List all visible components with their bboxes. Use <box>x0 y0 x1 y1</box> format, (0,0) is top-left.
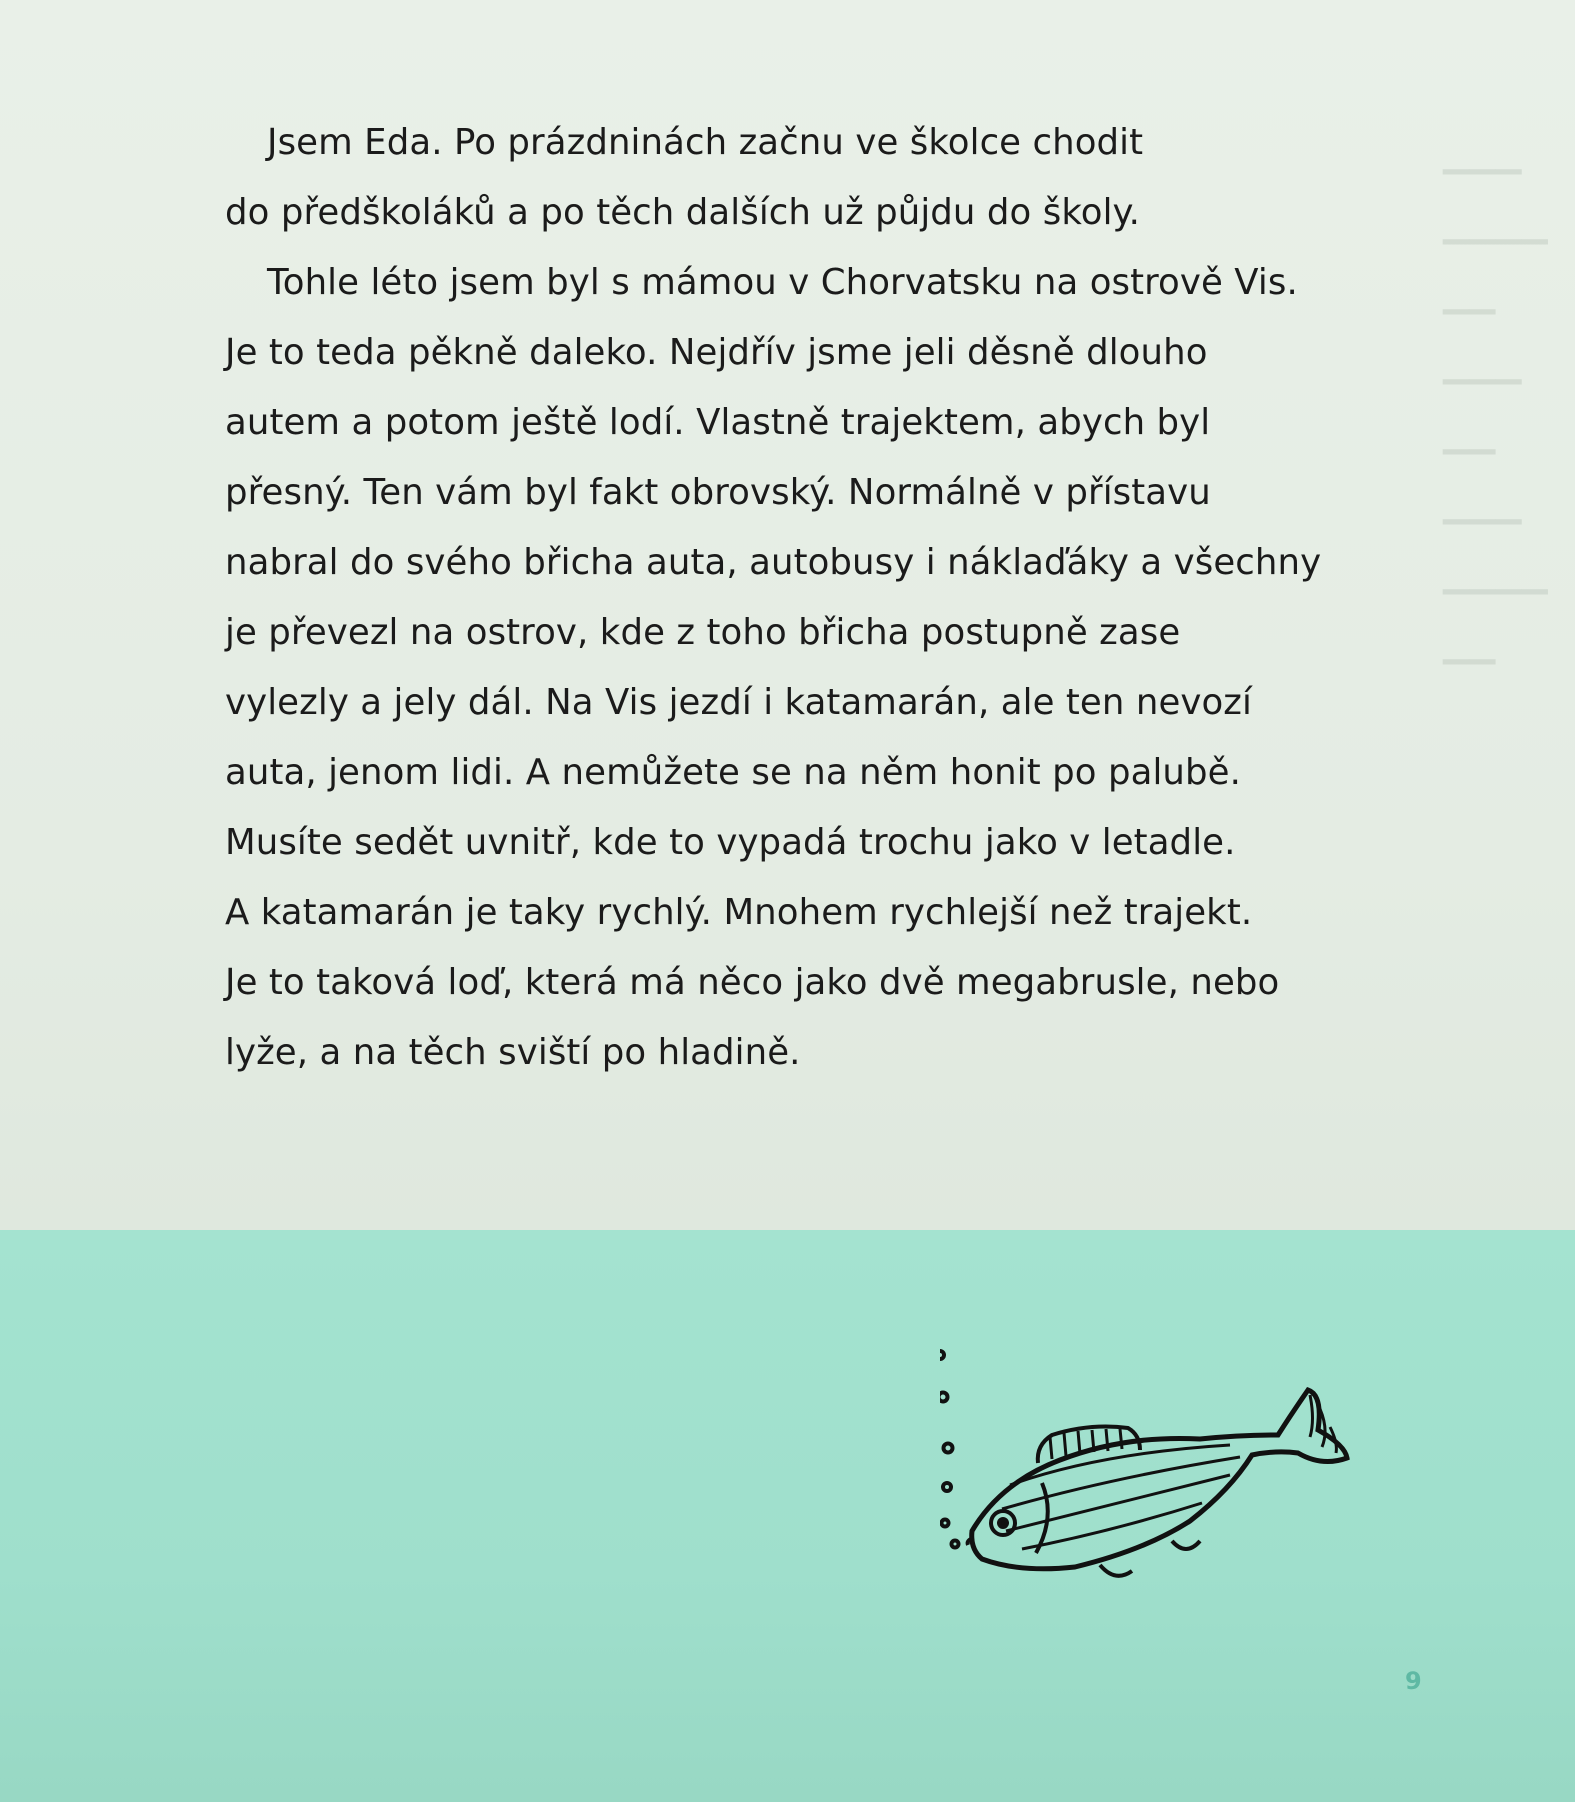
bubble <box>940 1351 944 1359</box>
text-line: přesný. Ten vám byl fakt obrovský. Normálně v přístavu <box>225 472 1211 513</box>
text-line: Musíte sedět uvnitř, kde to vypadá trochu jako v letadle. <box>225 822 1236 863</box>
paragraph-2 <box>225 248 1460 1088</box>
bubble <box>944 1444 953 1453</box>
page-number: 9 <box>1405 1667 1422 1695</box>
story-text <box>225 108 1460 1088</box>
text-line: auta, jenom lidi. A nemůžete se na něm honit po palubě. <box>225 752 1241 793</box>
text-line: je převezl na ostrov, kde z toho břicha postupně zase <box>225 612 1181 653</box>
bubble <box>942 1520 949 1527</box>
text-line: nabral do svého břicha auta, autobusy i náklaďáky a všechny <box>225 542 1322 583</box>
text-line: Jsem Eda. Po prázdninách začnu ve školce chodit <box>267 122 1144 163</box>
text-line: autem a potom ještě lodí. Vlastně trajektem, abych byl <box>225 402 1211 443</box>
text-line: A katamarán je taky rychlý. Mnohem rychlejší než trajekt. <box>225 892 1253 933</box>
text-line: Tohle léto jsem byl s mámou v Chorvatsku na ostrově Vis. <box>267 262 1298 303</box>
text-line: lyže, a na těch sviští po hladině. <box>225 1032 801 1073</box>
bubble <box>952 1541 959 1548</box>
bubble <box>940 1393 948 1402</box>
text-line: Je to taková loď, která má něco jako dvě megabrusle, nebo <box>225 962 1280 1003</box>
bubble <box>943 1483 951 1491</box>
paragraph-1 <box>225 108 1460 248</box>
show-through-text: ▁▁▁ ▁▁▁▁ ▁▁ ▁▁▁ ▁▁ ▁▁▁ ▁▁▁▁ ▁▁ <box>1443 135 1548 665</box>
fish-with-bubbles-icon <box>940 1335 1400 1605</box>
text-line: vylezly a jely dál. Na Vis jezdí i katamarán, ale ten nevozí <box>225 682 1253 723</box>
text-line: Je to teda pěkně daleko. Nejdřív jsme jeli děsně dlouho <box>225 332 1208 373</box>
text-line: do předškoláků a po těch dalších už půjdu do školy. <box>225 192 1140 233</box>
